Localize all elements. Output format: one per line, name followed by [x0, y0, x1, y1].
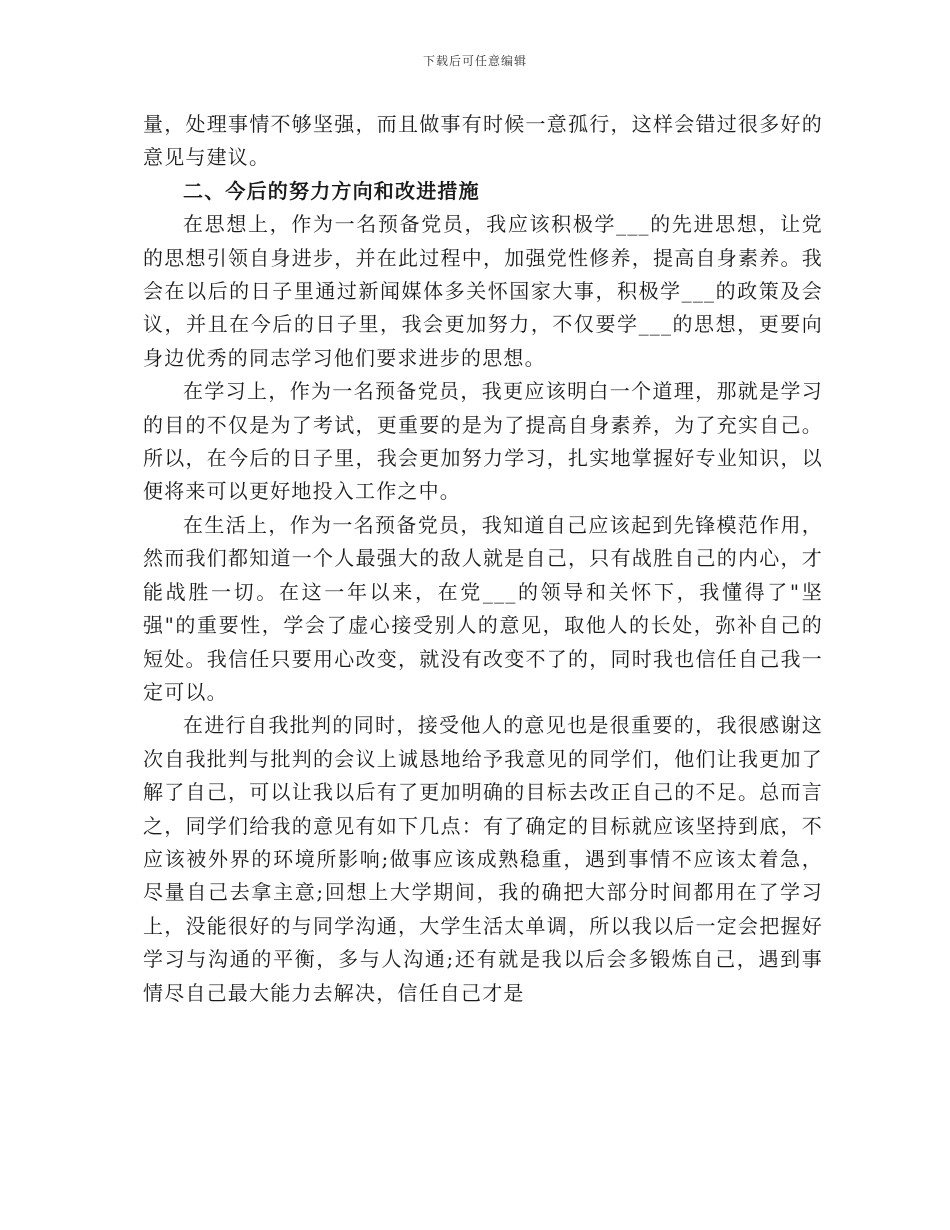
paragraph-study: 在学习上，作为一名预备党员，我更应该明白一个道理，那就是学习的目的不仅是为了考试，更重要的是为了提高自身素养，为了充实自己。所以，在今后的日子里，我会更加努力学习，扎实地掌握好专业知识，以便将来可以更好地投入工作之中。 — [143, 379, 823, 504]
section-heading: 二、今后的努力方向和改进措施 — [183, 178, 480, 203]
page-header: 下载后可任意编辑 — [422, 54, 527, 68]
document-body — [143, 108, 823, 1010]
paragraph-life: 在生活上，作为一名预备党员，我知道自己应该起到先锋模范作用，然而我们都知道一个人最强大的敌人就是自己，只有战胜自己的内心，才能战胜一切。在这一年以来，在党___的领导和关怀下，我懂得了"坚强"的重要性，学会了虚心接受别人的意见，取他人的长处，弥补自己的短处。我信任只要用心改变，就没有改变不了的，同时我也信任自己我一定可以。 — [143, 512, 823, 704]
paragraph-continued: 量，处理事情不够坚强，而且做事有时候一意孤行，这样会错过很多好的意见与建议。 — [143, 112, 823, 170]
paragraph-criticism: 在进行自我批判的同时，接受他人的意见也是很重要的，我很感谢这次自我批判与批判的会议上诚恳地给予我意见的同学们，他们让我更加了解了自己，可以让我以后有了更加明确的目标去改正自己的不足。总而言之，同学们给我的意见有如下几点：有了确定的目标就应该坚持到底，不应该被外界的环境所影响;做事应该成熟稳重，遇到事情不应该太着急，尽量自己去拿主意;回想上大学期间，我的确把大部分时间都用在了学习上，没能很好的与同学沟通，大学生活太单调，所以我以后一定会把握好学习与沟通的平衡，多与人沟通;还有就是我以后会多锻炼自己，遇到事情尽自己最大能力去解决，信任自己才是 — [143, 713, 823, 1005]
paragraph-thought: 在思想上，作为一名预备党员，我应该积极学___的先进思想，让党的思想引领自身进步，并在此过程中，加强党性修养，提高自身素养。我会在以后的日子里通过新闻媒体多关怀国家大事，积极学___的政策及会议，并且在今后的日子里，我会更加努力，不仅要学___的思想，更要向身边优秀的同志学习他们要求进步的思想。 — [143, 212, 823, 370]
